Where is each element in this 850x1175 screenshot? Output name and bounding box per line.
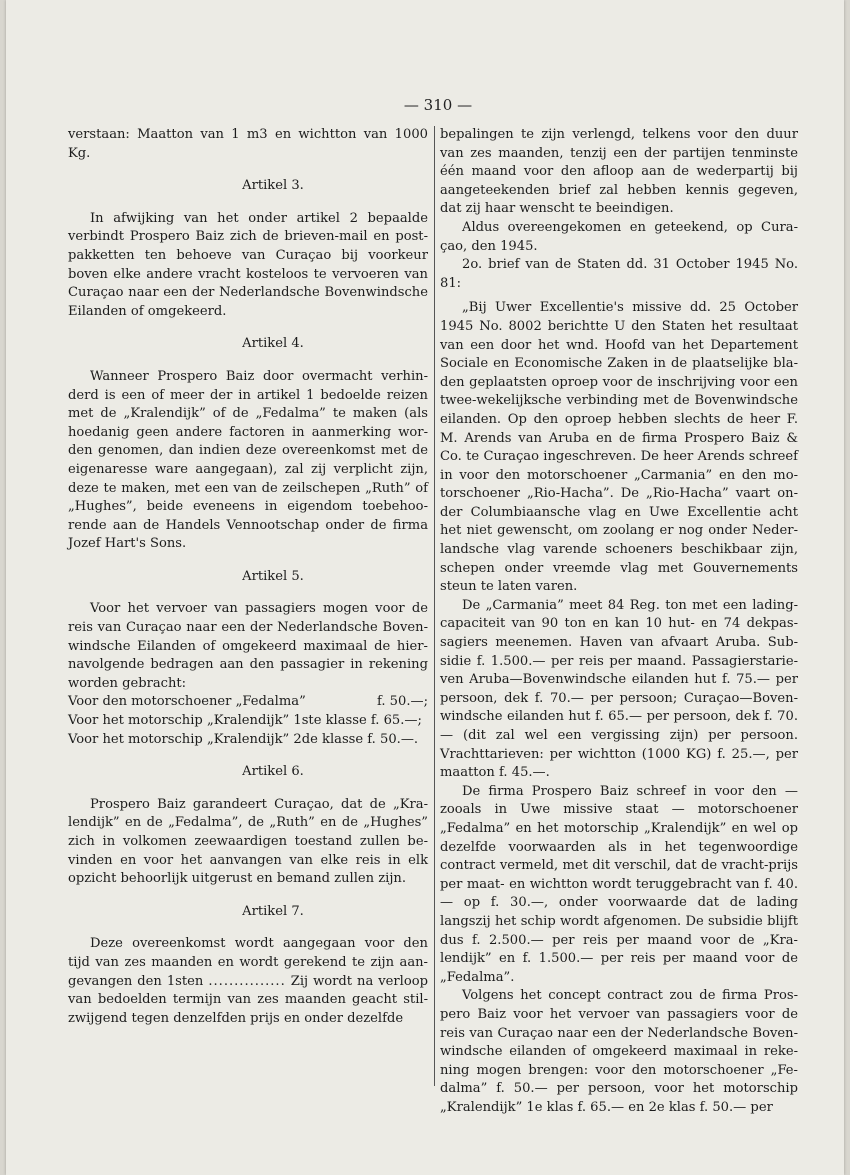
- heading-artikel-6: Artikel 6.: [242, 764, 304, 780]
- paragraph-aldus: Aldus overeengekomen en geteekend, op Cura-çao, den 1945.: [440, 219, 798, 254]
- paragraph-carmania: De „Carmania” meet 84 Reg. ton met een lading-capaciteit van 90 ton en kan 10 hut- en 74 dekpas-sagiers meenemen. Haven van afvaart Aruba. Sub-sidie f. 1.500.— per reis per maand. Passagierstarie-ven Aruba—Bovenwindsche eilanden hut f. 75.— per persoon, dek f. 70.— per persoon; Curaçao—Boven-windsche eilanden hut f. 65.— per persoon, dek f. 70.— (dit zal wel een vergissing zijn) per persoon. Vrachttarieven: per wichtton (1000 KG) f. 25.—, per maatton f. 45.—.: [440, 597, 798, 781]
- heading-artikel-5: Artikel 5.: [242, 568, 304, 584]
- paragraph-artikel-4: Wanneer Prospero Baiz door overmacht verhin-derd is een of meer der in artikel 1 bedoelde reizen met de „Kralendijk” of de „Fedalma” te maken (als hoedanig geen andere factoren in aanmerking wor-den genomen, dan indien deze overeenkomst met de eigenaresse ware aangegaan), zal zij verplicht zijn, deze te maken, met een van de zeilschepen „Ruth” of „Hughes”, beide eveneens in eigendom toebehoo-rende aan de Handels Vennootschap onder de firma Jozef Hart's Sons.: [68, 368, 428, 552]
- fee-line-kralendijk-2de: Voor het motorschip „Kralendijk” 2de klasse f. 50.—.: [68, 731, 419, 747]
- paragraph-firma-prospero: De firma Prospero Baiz schreef in voor den — zooals in Uwe missive staat — motorschoener „Fedalma” en het motorschip „Kralendijk” en wel op dezelfde voorwaarden als in het tegenwoordige contract vermeld, met dit verschil, dat de vracht-prijs per maat- en wichtton wordt teruggebracht van f. 40.— op f. 30.—, onder voorwaarde dat de lading langszij het schip wordt afgenomen. De subsidie blijft dus f. 2.500.— per reis per maand voor de „Kra-lendijk” en f. 1.500.— per reis per maand voor de „Fedalma”.: [440, 783, 798, 985]
- document-page: [6, 0, 844, 1175]
- fee-fedalma-amount: f. 50.—;: [376, 694, 428, 710]
- date-blank-dots: ...............: [208, 973, 286, 989]
- fee-line-fedalma: [68, 693, 428, 712]
- paragraph-verstaan: verstaan: Maatton van 1 m3 en wichtton van 1000 Kg.: [68, 127, 428, 161]
- paragraph-missive: „Bij Uwer Excellentie's missive dd. 25 October 1945 No. 8002 berichtte U den Staten het resultaat van een door het wnd. Hoofd van het Departement Sociale en Economische Zaken in de plaatselijke bla-den geplaatsten oproep voor de inschrijving voor een twee-wekelijksche verbinding met de Bovenwindsche eilanden. Op den oproep hebben slechts de heer F. M. Arends van Aruba en de firma Prospero Baiz & Co. te Curaçao ingeschreven. De heer Arends schreef in voor den motorschoener „Carmania” en den mo-torschoener „Rio-Hacha”. De „Rio-Hacha” vaart on-der Columbiaansche vlag en Uwe Excellentie acht het niet gewenscht, om zoolang er nog onder Neder-landsche vlag varende schoeners beschikbaar zijn, schepen onder vreemde vlag met Gouvernements steun te laten varen.: [440, 300, 798, 595]
- page-number: — 310 —: [403, 96, 473, 114]
- column-divider: [434, 126, 435, 1086]
- paragraph-artikel-5: Voor het vervoer van passagiers mogen voor de reis van Curaçao naar een der Nederlandsche Boven-windsche Eilanden of omgekeerd maximaal de hier-navolgende bedragen aan den passagier in rekening worden gebracht:: [68, 601, 428, 691]
- paragraph-bepalingen: bepalingen te zijn verlengd, telkens voor den duur van zes maanden, tenzij een der partijen tenminste één maand voor den afloop aan de wederpartij bij aangeteekenden brief zal hebben kennis gegeven, dat zij haar wenscht te beeindigen.: [440, 127, 798, 217]
- paragraph-artikel-7: Deze overeenkomst wordt aangegaan voor den tijd van zes maanden en wordt gerekend te zijn aan-gevangen den 1sten ............... Zij wordt na verloop van bedoelden termijn van zes maanden geacht stil-zwijgend tegen denzelfden prijs en onder dezelfde: [68, 936, 428, 1026]
- right-column: [440, 126, 798, 1117]
- paragraph-brief-staten: 2o. brief van de Staten dd. 31 October 1945 No. 81:: [440, 257, 798, 291]
- left-column: [68, 126, 428, 1028]
- paragraph-artikel-3: In afwijking van het onder artikel 2 bepaalde verbindt Prospero Baiz zich de brieven-mail en post-pakketten ten behoeve van Curaçao bij voorkeur boven elke andere vracht kosteloos te vervoeren van Curaçao naar een der Nederlandsche Bovenwindsche Eilanden of omgekeerd.: [68, 210, 428, 319]
- fee-line-kralendijk-1ste: Voor het motorschip „Kralendijk” 1ste klasse f. 65.—;: [68, 713, 422, 729]
- heading-artikel-4: Artikel 4.: [242, 336, 304, 352]
- heading-artikel-7: Artikel 7.: [242, 903, 304, 919]
- paragraph-concept-contract: Volgens het concept contract zou de firma Pros-pero Baiz voor het vervoer van passagiers voor de reis van Curaçao naar een der Nederlandsche Boven-windsche eilanden of omgekeerd maximaal in reke-ning mogen brengen: voor den motorschoener „Fe-dalma” f. 50.— per persoon, voor het motorschip „Kralendijk” 1e klas f. 65.— en 2e klas f. 50.— per: [440, 988, 798, 1115]
- paragraph-artikel-6: Prospero Baiz garandeert Curaçao, dat de „Kra-lendijk” en de „Fedalma”, de „Ruth” en de „Hughes” zich in volkomen zeewaardigen toestand zullen be-vinden en voor het aanvangen van elke reis in elk opzicht behoorlijk uitgerust en bemand zullen zijn.: [68, 796, 428, 887]
- heading-artikel-3: Artikel 3.: [242, 178, 304, 194]
- fee-fedalma-label: Voor den motorschoener „Fedalma”: [68, 694, 306, 710]
